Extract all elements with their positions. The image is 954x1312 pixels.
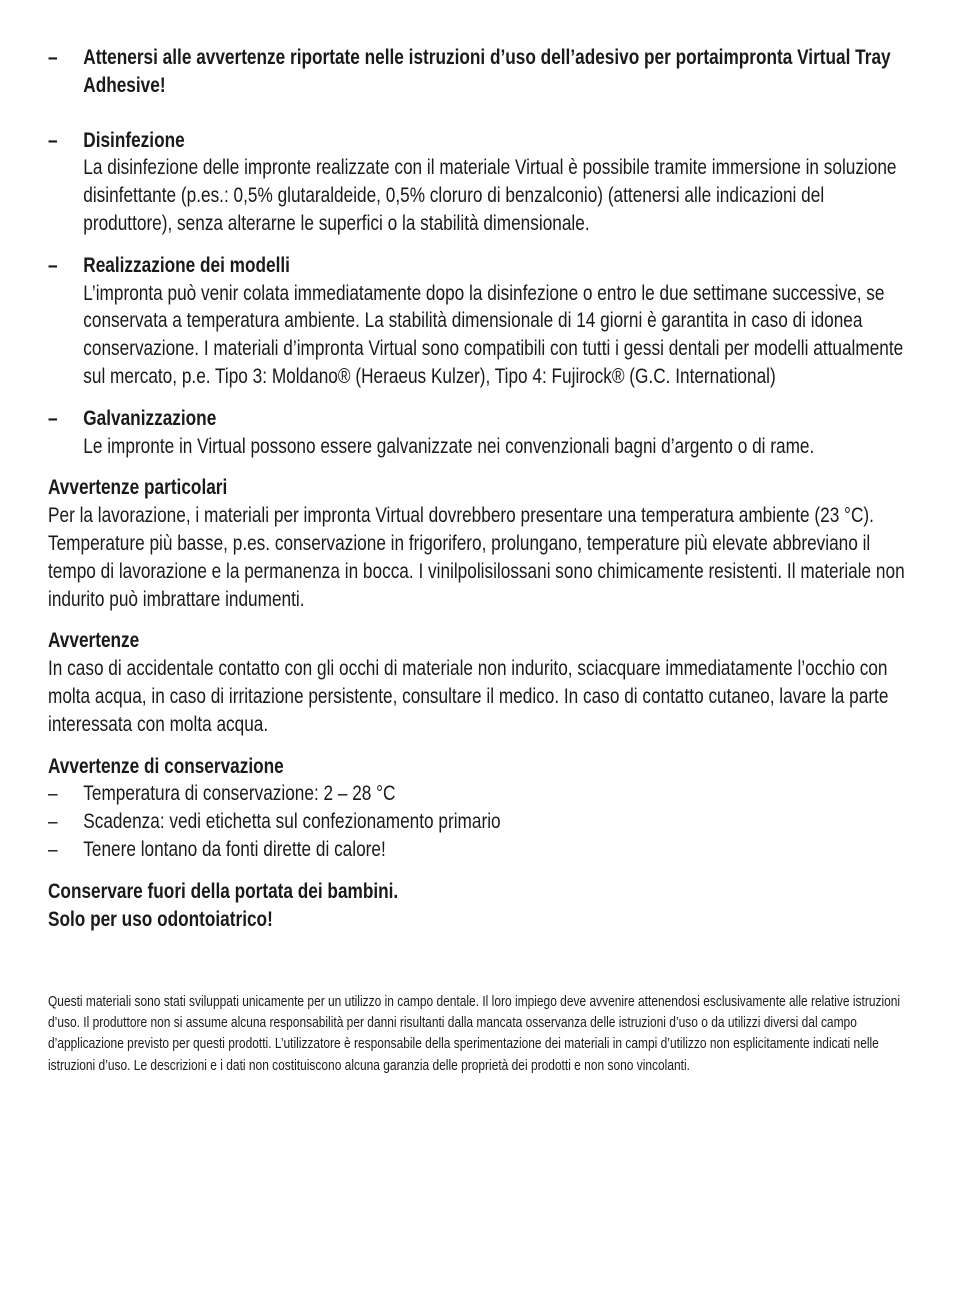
models-body: L’impronta può venir colata immediatamente dopo la disinfezione o entro le due settimane successive, se conservata a temperatura ambiente. La stabilità dimensionale di 14 giorni è garantita in caso di idonea conservazione. I materiali d’impronta Virtual sono compatibili con tutti i gessi dentali per modelli attualmente sul mercato, p.e. Tipo 3: Moldano® (Heraeus Kulzer), Tipo 4: Fujirock® (G.C. International) xyxy=(83,281,904,388)
disclaimer-text: Questi materiali sono stati sviluppati unicamente per un utilizzo in campo dentale. Il loro impiego deve avvenire attenendosi esclusivamente alle relative istruzioni d’uso. Il produttore non si assume alcuna responsabilità per danni risultanti dalla mancata osservanza delle istruzioni d’uso o da utilizzi diversi dal campo d’applicazione previsto per questi prodotti. L’utilizzatore è responsabile della sperimentazione dei materiali in campi d’utilizzo non esplicitamente indicati nelle istruzioni d’uso. Le descrizioni e i dati non costituiscono alcuna garanzia delle proprietà dei prodotti e non sono vincolanti. xyxy=(48,994,901,1074)
dental-use-notice: Solo per uso odontoiatrico! xyxy=(48,907,273,931)
disinfection-body: La disinfezione delle impronte realizzate con il materiale Virtual è possibile tramite immersione in soluzione disinfettante (p.es.: 0,5% glutaraldeide, 0,5% cloruro di benzalconio) (attenersi alle indicazioni del produttore), senza alterarne le superfici o la stabilità dimensionale. xyxy=(83,156,897,235)
warnings-section xyxy=(48,627,914,738)
tray-adhesive-warning-text: Attenersi alle avvertenze riportate nelle istruzioni d’uso dell’adesivo per portaimpronta Virtual Tray Adhesive! xyxy=(83,46,891,97)
list-item xyxy=(48,780,914,808)
storage-heat: Tenere lontano da fonti dirette di calore! xyxy=(83,837,386,861)
list-dash: – xyxy=(48,406,58,430)
tray-adhesive-warning xyxy=(48,44,914,100)
models-section xyxy=(48,252,914,391)
storage-heading: Avvertenze di conservazione xyxy=(48,754,284,778)
special-warnings-body: Per la lavorazione, i materiali per impronta Virtual dovrebbero presentare una temperatura ambiente (23 °C). Temperature più basse, p.es. conservazione in frigorifero, prolungano, temperature più elevate abbreviano il tempo di lavorazione e la permanenza in bocca. I vinilpolisilossani sono chimicamente resistenti. Il materiale non indurito può imbrattare indumenti. xyxy=(48,504,905,611)
special-warnings-section xyxy=(48,474,914,613)
list-dash: – xyxy=(48,46,58,69)
storage-temperature: Temperatura di conservazione: 2 – 28 °C xyxy=(83,782,396,806)
warnings-body: In caso di accidentale contatto con gli occhi di materiale non indurito, sciacquare immediatamente l’occhio con molta acqua, in caso di irritazione persistente, consultare il medico. In caso di contatto cutaneo, lavare la parte interessata con molta acqua. xyxy=(48,657,889,736)
galvanization-section xyxy=(48,405,914,461)
galvanization-body: Le impronte in Virtual possono essere galvanizzate nei convenzionali bagni d’argento o di rame. xyxy=(83,434,815,458)
list-dash: – xyxy=(48,782,58,806)
warnings-heading: Avvertenze xyxy=(48,629,140,653)
list-item xyxy=(48,836,914,864)
list-dash: – xyxy=(48,810,58,834)
list-item xyxy=(48,808,914,836)
galvanization-heading: Galvanizzazione xyxy=(83,406,217,430)
document-page xyxy=(48,44,914,1074)
disinfection-section xyxy=(48,127,914,238)
storage-section xyxy=(48,753,914,864)
special-warnings-heading: Avvertenze particolari xyxy=(48,476,228,500)
list-dash: – xyxy=(48,837,58,861)
models-heading: Realizzazione dei modelli xyxy=(83,253,290,277)
list-dash: – xyxy=(48,253,58,277)
storage-expiry: Scadenza: vedi etichetta sul confezionamento primario xyxy=(83,810,501,834)
disinfection-heading: Disinfezione xyxy=(83,128,185,152)
notice-section xyxy=(48,878,914,934)
main-content xyxy=(48,44,914,950)
disclaimer-wrapper xyxy=(48,992,914,1077)
list-dash: – xyxy=(48,128,58,152)
children-notice: Conservare fuori della portata dei bambini. xyxy=(48,879,399,903)
